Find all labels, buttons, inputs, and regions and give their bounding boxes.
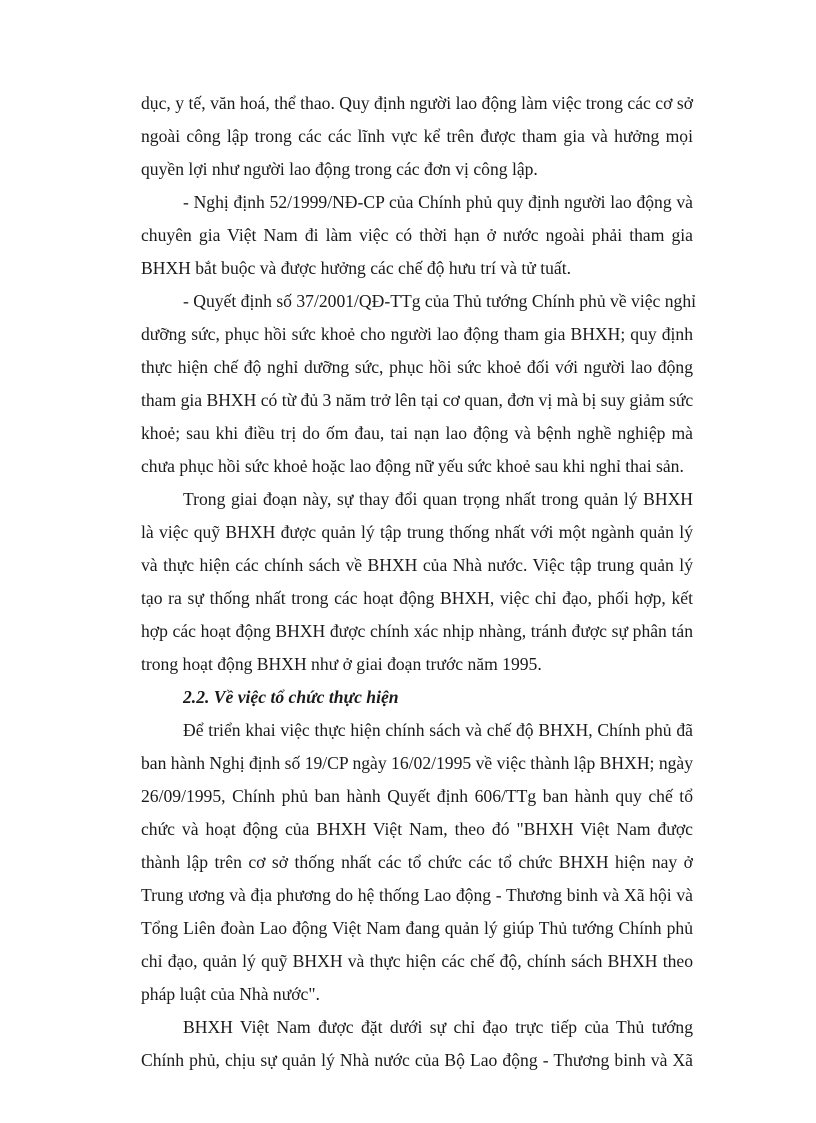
paragraph-line: pháp luật của Nhà nước". [141, 984, 320, 1004]
paragraph-line: thực hiện chế độ nghỉ dưỡng sức, phục hồi sức khoẻ đối với người lao động [141, 357, 693, 377]
paragraph-line: dưỡng sức, phục hồi sức khoẻ cho người lao động tham gia BHXH; quy định [141, 324, 693, 344]
section-heading-text: 2.2. Về việc tổ chức thực hiện [183, 687, 399, 707]
paragraph-line: quyền lợi như người lao động trong các đơn vị công lập. [141, 159, 538, 179]
paragraph-line: và thực hiện các chính sách về BHXH của Nhà nước. Việc tập trung quản lý [141, 555, 693, 575]
paragraph-line: tạo ra sự thống nhất trong các hoạt động BHXH, việc chỉ đạo, phối hợp, kết [141, 588, 693, 608]
paragraph-line: Tổng Liên đoàn Lao động Việt Nam đang quản lý giúp Thủ tướng Chính phủ [141, 918, 693, 938]
paragraph-line: BHXH bắt buộc và được hưởng các chế độ hưu trí và tử tuất. [141, 258, 572, 278]
paragraph [141, 186, 693, 285]
paragraph-line: Trong giai đoạn này, sự thay đổi quan trọng nhất trong quản lý BHXH [183, 489, 693, 509]
paragraph-line: hợp các hoạt động BHXH được chính xác nhịp nhàng, tránh được sự phân tán [141, 621, 693, 641]
paragraph-line: Trung ương và địa phương do hệ thống Lao động - Thương binh và Xã hội và [141, 885, 693, 905]
paragraph-line: chưa phục hồi sức khoẻ hoặc lao động nữ yếu sức khoẻ sau khi nghỉ thai sản. [141, 456, 684, 476]
paragraph-line: Để triển khai việc thực hiện chính sách và chế độ BHXH, Chính phủ đã [183, 720, 693, 740]
paragraph-line: khoẻ; sau khi điều trị do ốm đau, tai nạn lao động và bệnh nghề nghiệp mà [141, 423, 693, 443]
paragraph [141, 483, 693, 681]
paragraph-line: trong hoạt động BHXH như ở giai đoạn trước năm 1995. [141, 654, 542, 674]
paragraph-line: chuyên gia Việt Nam đi làm việc có thời hạn ở nước ngoài phải tham gia [141, 225, 693, 245]
paragraph-line: ngoài công lập trong các các lĩnh vực kể trên được tham gia và hưởng mọi [141, 126, 693, 146]
paragraph-line: - Quyết định số 37/2001/QĐ-TTg của Thủ tướng Chính phủ về việc nghỉ [183, 291, 697, 311]
paragraph-line: ban hành Nghị định số 19/CP ngày 16/02/1995 về việc thành lập BHXH; ngày [141, 753, 694, 773]
paragraph [141, 714, 693, 1011]
paragraph-line: - Nghị định 52/1999/NĐ-CP của Chính phủ quy định người lao động và [183, 192, 693, 212]
paragraph-line: chức và hoạt động của BHXH Việt Nam, theo đó "BHXH Việt Nam được [141, 819, 693, 839]
paragraph-line: Chính phủ, chịu sự quản lý Nhà nước của Bộ Lao động - Thương binh và Xã [141, 1050, 693, 1070]
paragraph-line: chỉ đạo, quản lý quỹ BHXH và thực hiện các chế độ, chính sách BHXH theo [141, 951, 693, 971]
paragraph [141, 1011, 693, 1077]
paragraph-line: thành lập trên cơ sở thống nhất các tổ chức các tổ chức BHXH hiện nay ở [141, 852, 693, 872]
document-page [141, 87, 697, 1077]
paragraph-line: BHXH Việt Nam được đặt dưới sự chỉ đạo trực tiếp của Thủ tướng [183, 1017, 693, 1037]
paragraph [141, 285, 697, 483]
paragraph-line: dục, y tế, văn hoá, thể thao. Quy định người lao động làm việc trong các cơ sở [141, 93, 693, 113]
paragraph [141, 87, 693, 186]
paragraph-line: tham gia BHXH có từ đủ 3 năm trở lên tại cơ quan, đơn vị mà bị suy giảm sức [141, 390, 694, 410]
section-heading [141, 681, 693, 714]
paragraph-line: là việc quỹ BHXH được quản lý tập trung thống nhất với một ngành quản lý [141, 522, 693, 542]
paragraph-line: 26/09/1995, Chính phủ ban hành Quyết định 606/TTg ban hành quy chế tổ [141, 786, 693, 806]
